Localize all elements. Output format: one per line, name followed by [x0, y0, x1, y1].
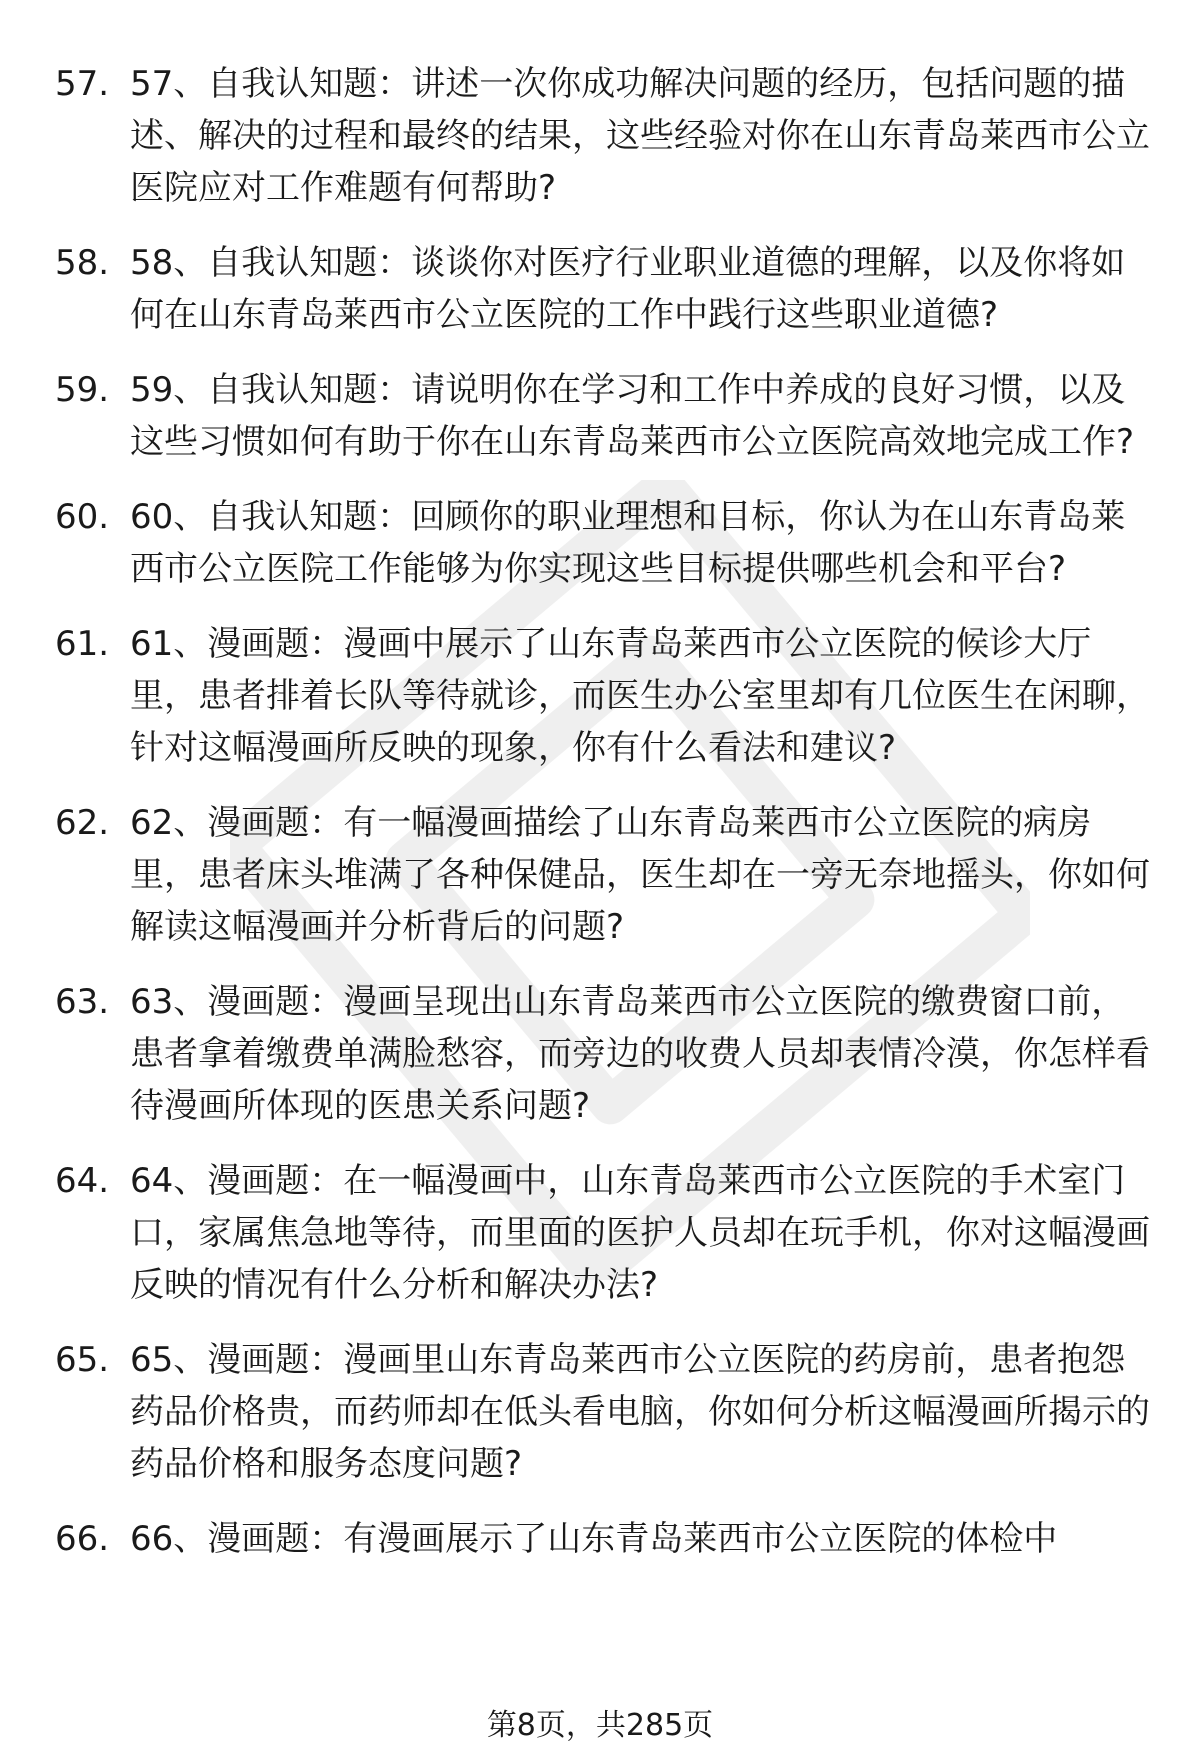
item-number: 64.: [55, 1161, 110, 1201]
item-number: 59.: [55, 370, 110, 410]
list-item: [0, 1155, 1200, 1311]
item-number: 65.: [55, 1340, 110, 1380]
item-number: 66.: [55, 1519, 110, 1559]
item-text: 59、自我认知题：请说明你在学习和工作中养成的良好习惯，以及这些习惯如何有助于你在山东青岛莱西市公立医院高效地完成工作?: [130, 370, 1135, 462]
list-item: [0, 364, 1200, 468]
item-text: 62、漫画题：有一幅漫画描绘了山东青岛莱西市公立医院的病房里，患者床头堆满了各种保健品，医生却在一旁无奈地摇头，你如何解读这幅漫画并分析背后的问题?: [130, 803, 1150, 947]
list-item: [0, 1334, 1200, 1490]
list-item: [0, 58, 1200, 214]
item-text: 64、漫画题：在一幅漫画中，山东青岛莱西市公立医院的手术室门口，家属焦急地等待，而里面的医护人员却在玩手机，你对这幅漫画反映的情况有什么分析和解决办法?: [130, 1161, 1150, 1305]
page-footer: 第8页，共285页: [486, 1708, 714, 1743]
list-item: [0, 797, 1200, 953]
item-text: 60、自我认知题：回顾你的职业理想和目标，你认为在山东青岛莱西市公立医院工作能够为你实现这些目标提供哪些机会和平台?: [130, 497, 1126, 589]
item-text: 58、自我认知题：谈谈你对医疗行业职业道德的理解，以及你将如何在山东青岛莱西市公立医院的工作中践行这些职业道德?: [130, 243, 1126, 335]
item-number: 57.: [55, 64, 110, 104]
question-list: [0, 58, 1200, 1588]
list-item: [0, 237, 1200, 341]
item-text: 66、漫画题：有漫画展示了山东青岛莱西市公立医院的体检中: [130, 1519, 1058, 1559]
list-item: [0, 976, 1200, 1132]
item-number: 60.: [55, 497, 110, 537]
item-text: 65、漫画题：漫画里山东青岛莱西市公立医院的药房前，患者抱怨药品价格贵，而药师却在低头看电脑，你如何分析这幅漫画所揭示的药品价格和服务态度问题?: [130, 1340, 1150, 1484]
item-number: 62.: [55, 803, 110, 843]
item-text: 61、漫画题：漫画中展示了山东青岛莱西市公立医院的候诊大厅里，患者排着长队等待就诊，而医生办公室里却有几位医生在闲聊，针对这幅漫画所反映的现象，你有什么看法和建议?: [130, 624, 1150, 768]
item-text: 57、自我认知题：讲述一次你成功解决问题的经历，包括问题的描述、解决的过程和最终的结果，这些经验对你在山东青岛莱西市公立医院应对工作难题有何帮助?: [130, 64, 1150, 208]
list-item: [0, 491, 1200, 595]
item-number: 58.: [55, 243, 110, 283]
item-text: 63、漫画题：漫画呈现出山东青岛莱西市公立医院的缴费窗口前，患者拿着缴费单满脸愁容，而旁边的收费人员却表情冷漠，你怎样看待漫画所体现的医患关系问题?: [130, 982, 1150, 1126]
item-number: 63.: [55, 982, 110, 1022]
item-number: 61.: [55, 624, 110, 664]
list-item: [0, 618, 1200, 774]
list-item: [0, 1513, 1200, 1565]
